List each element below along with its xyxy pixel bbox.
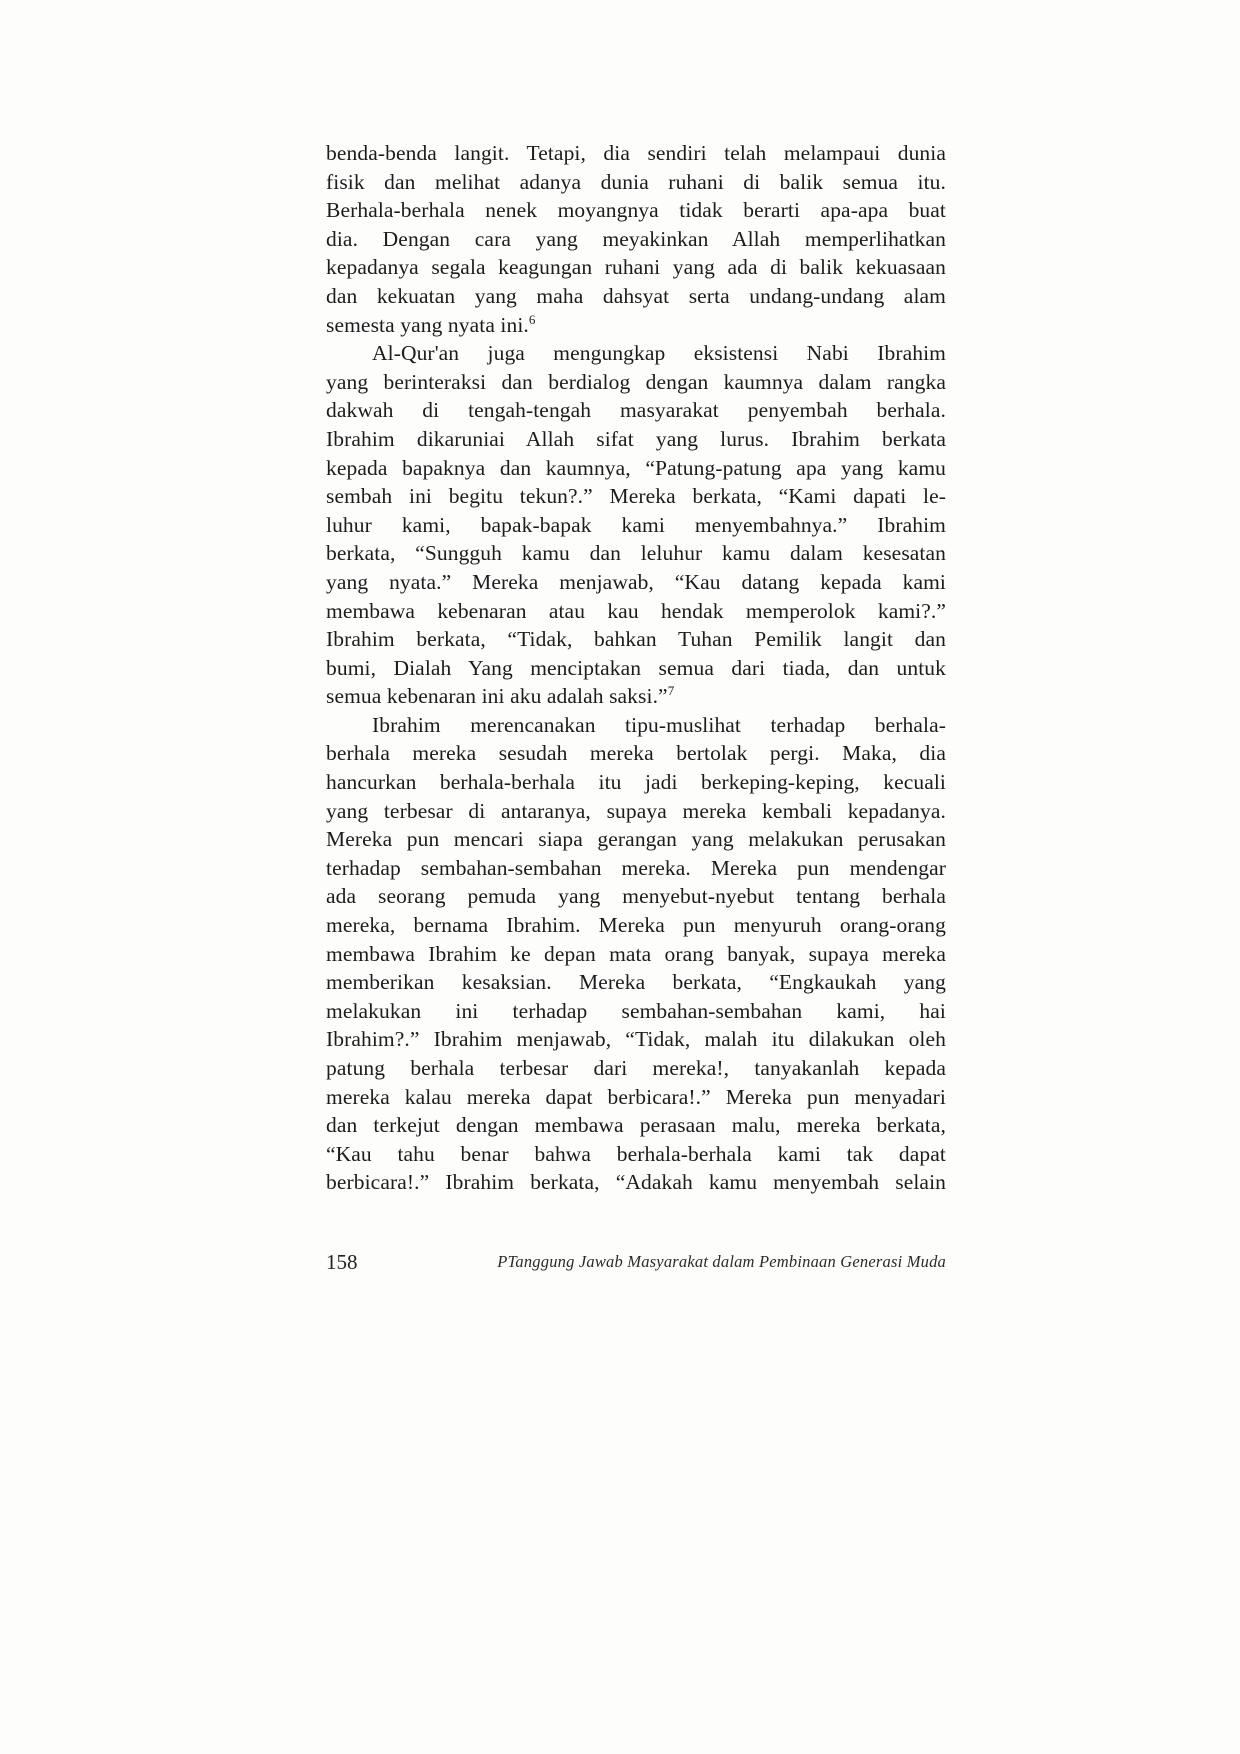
text-line: fisik dan melihat adanya dunia ruhani di balik semua itu. <box>326 169 946 194</box>
text-line: yang berinteraksi dan berdialog dengan kaumnya dalam rangka <box>326 369 946 394</box>
text-line: semua kebenaran ini aku adalah saksi.”$^7$ <box>326 683 675 709</box>
footnote-marker: 6 <box>528 311 536 327</box>
page-footer <box>326 1248 946 1278</box>
text-line: kepada bapaknya dan kaumnya, “Patung-patung apa yang kamu <box>326 455 946 480</box>
text-line: kepadanya segala keagungan ruhani yang ada di balik kekuasaan <box>326 255 946 280</box>
text-line: luhur kami, bapak-bapak kami menyembahnya.” Ibrahim <box>326 512 946 537</box>
paragraph <box>326 711 946 1197</box>
text-line: yang terbesar di antaranya, supaya mereka kembali kepadanya. <box>326 798 946 823</box>
text-line: membawa Ibrahim ke depan mata orang banyak, supaya mereka <box>326 941 946 966</box>
text-line: hancurkan berhala-berhala itu jadi berkeping-keping, kecuali <box>326 770 946 795</box>
text-line: Ibrahim merencanakan tipu-muslihat terhadap berhala- <box>372 712 946 737</box>
text-line: ada seorang pemuda yang menyebut-nyebut tentang berhala <box>326 884 946 909</box>
text-line: Ibrahim?.” Ibrahim menjawab, “Tidak, malah itu dilakukan oleh <box>326 1027 946 1052</box>
text-line: membawa kebenaran atau kau hendak memperolok kami?.” <box>326 598 946 623</box>
text-line: benda-benda langit. Tetapi, dia sendiri telah melampaui dunia <box>326 141 946 165</box>
text-line: dia. Dengan cara yang meyakinkan Allah memperlihatkan <box>326 226 946 251</box>
text-line: terhadap sembahan-sembahan mereka. Mereka pun mendengar <box>326 855 946 880</box>
text-block <box>326 139 946 1197</box>
footnote-marker: 7 <box>667 683 675 699</box>
text-line: dan kekuatan yang maha dahsyat serta undang-undang alam <box>326 283 946 308</box>
text-line: semesta yang nyata ini.$^6$ <box>326 311 536 337</box>
text-line: patung berhala terbesar dari mereka!, tanyakanlah kepada <box>326 1056 946 1080</box>
text-line: mereka kalau mereka dapat berbicara!.” Mereka pun menyadari <box>326 1084 946 1109</box>
text-line: melakukan ini terhadap sembahan-sembahan kami, hai <box>326 998 946 1023</box>
text-line: bumi, Dialah Yang menciptakan semua dari tiada, dan untuk <box>326 655 946 680</box>
text-line: dakwah di tengah-tengah masyarakat penyembah berhala. <box>326 398 946 423</box>
text-line: Ibrahim dikaruniai Allah sifat yang lurus. Ibrahim berkata <box>326 426 946 451</box>
paragraph <box>326 339 946 711</box>
text-line: Ibrahim berkata, “Tidak, bahkan Tuhan Pemilik langit dan <box>326 627 946 652</box>
text-line: Al-Qur'an juga mengungkap eksistensi Nabi Ibrahim <box>372 341 946 366</box>
text-line: yang nyata.” Mereka menjawab, “Kau datang kepada kami <box>326 569 946 594</box>
paragraph <box>326 139 946 339</box>
text-line: berbicara!.” Ibrahim berkata, “Adakah kamu menyembah selain <box>326 1170 946 1195</box>
text-line: Mereka pun mencari siapa gerangan yang melakukan perusakan <box>326 827 946 852</box>
running-title: PTanggung Jawab Masyarakat dalam Pembinaan Generasi Muda <box>497 1252 946 1271</box>
text-line: “Kau tahu benar bahwa berhala-berhala kami tak dapat <box>326 1141 946 1166</box>
page-number: 158 <box>326 1250 358 1274</box>
text-line: mereka, bernama Ibrahim. Mereka pun menyuruh orang-orang <box>326 913 946 938</box>
text-line: berhala mereka sesudah mereka bertolak pergi. Maka, dia <box>326 741 946 766</box>
text-line: sembah ini begitu tekun?.” Mereka berkata, “Kami dapati le- <box>326 484 946 509</box>
text-line: memberikan kesaksian. Mereka berkata, “Engkaukah yang <box>326 970 946 995</box>
text-line: dan terkejut dengan membawa perasaan malu, mereka berkata, <box>326 1113 946 1138</box>
text-line: Berhala-berhala nenek moyangnya tidak berarti apa-apa buat <box>326 198 946 223</box>
text-line: berkata, “Sungguh kamu dan leluhur kamu dalam kesesatan <box>326 541 946 566</box>
